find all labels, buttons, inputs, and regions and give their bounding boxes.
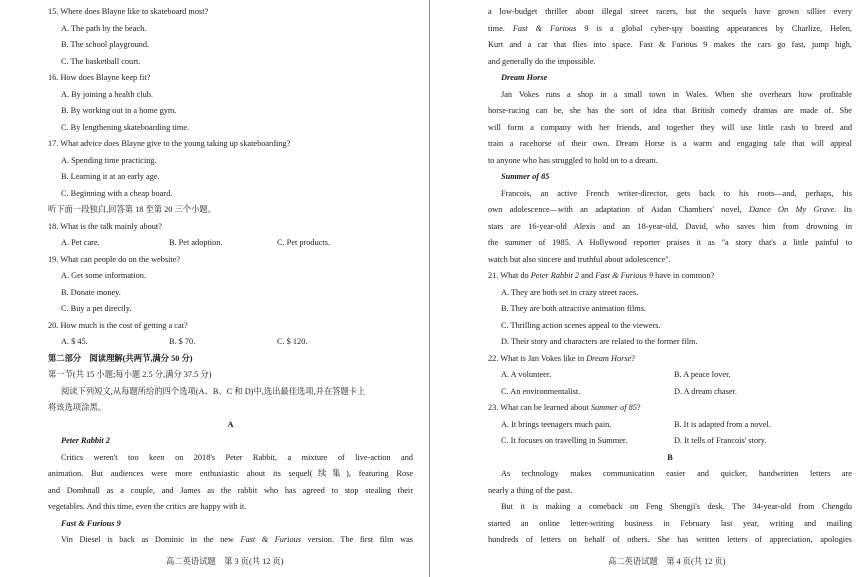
film-title: Peter Rabbit 2 — [61, 436, 110, 445]
answer-option: B. A peace lover. — [674, 370, 731, 379]
answer-options-row — [488, 367, 852, 384]
passage-line: watch but also sincere and truthful about adolescence". — [488, 254, 671, 264]
answer-options-row — [488, 417, 852, 434]
passage-line: hundreds of letters on behalf of others. She has written letters of appreciation, apologies — [488, 535, 852, 544]
passage-line: horse-racing can be, she has the sort of idea that British comedy dramas are made of. She — [488, 106, 852, 115]
text-run: . Its — [834, 205, 852, 214]
answer-option: A. $ 45. — [61, 337, 88, 346]
question-stem: 17. What advice does Blayne give to the young taking up skateboarding? — [48, 139, 291, 148]
answer-options-row — [48, 334, 413, 351]
answer-option: A. Get some information. — [61, 271, 147, 280]
left-column — [48, 4, 413, 549]
passage-line: Francois, an active French writer-director, gets back to his roots—and, perhaps, his — [501, 188, 852, 198]
italic-title: Fast & Furious 9 — [595, 271, 654, 280]
passage-line: a low-budget thriller about illegal street racers, but the sequels have grown sillier every — [488, 7, 852, 16]
passage-line — [488, 21, 852, 38]
answer-option: B. $ 70. — [169, 337, 196, 346]
italic-title: Dance On My Grave — [749, 205, 835, 214]
passage-line — [48, 532, 413, 549]
answer-option: B. They are both attractive animation films. — [501, 304, 647, 313]
passage-line: will form a company with her friends, and together they will use little cash to breed and — [488, 122, 852, 132]
answer-option: C. Pet products. — [277, 238, 331, 247]
passage-line: stars are 16-year-old Alexis and an 18-year-old, David, who saves him from drowning in — [488, 221, 852, 231]
section-heading: 第一节(共 15 小题;每小题 2.5 分,满分 37.5 分) — [48, 370, 212, 379]
question-stem: 20. How much is the cost of getting a cat? — [48, 320, 188, 330]
right-column — [488, 4, 852, 549]
answer-option: B. Donate money. — [61, 287, 121, 297]
passage-line — [488, 202, 852, 219]
column-divider — [429, 0, 430, 577]
passage-line: But it is making a comeback on Feng Shengji's desk. The 34-year-old from Chengdu — [501, 502, 852, 511]
passage-line: train a racehorse of their own. Dream Horse is a warm and engaging tale that will appeal — [488, 139, 852, 148]
passage-line: animation. But audiences were more enthusiastic about its sequel(续集), featuring Rose — [48, 469, 413, 478]
answer-option: A. Pet care. — [61, 238, 100, 247]
film-title: Dream Horse — [501, 73, 548, 82]
passage-line: Jan Vokes runs a shop in a small town in Wales. When she overhears how profitable — [501, 89, 852, 99]
text-run: version. The first film was — [301, 535, 413, 544]
passage-line: the summer of 1985. A Hollywood reporter praises it as "a story that's a little painful to — [488, 238, 852, 247]
text-run: ? — [631, 353, 635, 363]
answer-options-row — [488, 384, 852, 401]
reading-instruction-line: 将该选项涂黑。 — [48, 403, 107, 412]
passage-line: vegetables. And this time, even the critics are happy with it. — [48, 502, 247, 511]
question-stem: 16. How does Blayne keep fit? — [48, 73, 151, 82]
passage-line: to anyone who has struggled to hold on to a dream. — [488, 155, 658, 165]
answer-option: C. By lengthening skateboarding time. — [61, 122, 190, 132]
answer-option: A. Spending time practicing. — [61, 155, 157, 165]
passage-label: A — [227, 419, 234, 429]
passage-line: started an online letter-writing business in February last year, writing and mailing — [488, 518, 852, 528]
question-stem — [488, 400, 852, 417]
italic-title: Fast & Furious — [240, 535, 301, 544]
text-run: 23. What can be learned about — [488, 403, 591, 412]
part-heading: 第二部分 阅读理解(共两节,满分 50 分) — [48, 353, 193, 363]
passage-line: Kurt and a car that flies into space. Fast & Furious 9 makes the cars go fast, jump high, — [488, 40, 852, 49]
text-run: ? — [636, 403, 641, 412]
answer-option: C. $ 120. — [277, 337, 308, 346]
page-footer-left: 高二英语试题 第 3 页(共 12 页) — [166, 557, 284, 566]
italic-title: Peter Rabbit 2 — [530, 271, 580, 280]
text-run: own adolescence—with an adaptation of Aidan Chambers' novel, — [488, 205, 750, 214]
answer-option: C. Buy a pet directly. — [61, 304, 132, 313]
answer-option: B. It is adapted from a novel. — [674, 419, 771, 429]
film-title: Fast & Furious 9 — [61, 518, 121, 528]
italic-title: Fast & Furious — [512, 23, 577, 33]
text-run: time. — [488, 23, 513, 33]
question-stem — [488, 351, 852, 368]
text-run: and — [579, 271, 596, 280]
passage-line: nearly a thing of the past. — [488, 485, 573, 495]
film-title: Summer of 85 — [501, 172, 550, 181]
answer-option: C. It focuses on travelling in Summer. — [501, 436, 628, 445]
listening-instruction: 听下面一段独白,回答第 18 至第 20 三个小题。 — [48, 205, 217, 214]
answer-option: C. An environmentalist. — [501, 386, 581, 396]
italic-title: Summer of 85 — [590, 403, 637, 412]
answer-options-row — [48, 235, 413, 252]
answer-option: D. Their story and characters are related to the former film. — [501, 337, 698, 346]
answer-option: C. Beginning with a cheap board. — [61, 188, 173, 198]
answer-options-row — [488, 433, 852, 450]
reading-instruction-line: 阅读下列短文,从每题所给的四个选项(A、B、C 和 D)中,选出最佳选项,并在答题卡上 — [61, 386, 366, 396]
answer-option: C. Thrilling action scenes appeal to the viewers. — [501, 320, 661, 330]
answer-option: B. Pet adoption. — [169, 238, 223, 247]
answer-option: A. They are both set in crazy street races. — [501, 287, 639, 297]
text-run: have in common? — [653, 271, 715, 280]
question-stem — [488, 268, 852, 285]
question-stem: 18. What is the talk mainly about? — [48, 221, 162, 231]
text-run: Vin Diesel is back as Dominic in the new — [61, 535, 241, 544]
answer-option: C. The basketball court. — [61, 56, 141, 66]
answer-option: D. A dream chaser. — [674, 386, 737, 396]
italic-title: Dream Horse — [586, 353, 632, 363]
answer-option: A. The path by the beach. — [61, 23, 147, 33]
passage-line: and Domhnall as a couple, and James as the rabbit who has agreed to stop stealing their — [48, 485, 413, 495]
answer-option: A. It brings teenagers much pain. — [501, 419, 612, 429]
passage-line: As technology makes communication easier and quicker, handwritten letters are — [501, 469, 852, 478]
text-run: 9 is a global cyber-spy boasting appearances by Charlize, Helen, — [576, 23, 852, 33]
passage-line: and generally do the impossible. — [488, 56, 596, 66]
text-run: 21. What do — [488, 271, 531, 280]
passage-label: B — [667, 452, 673, 462]
page-footer-right: 高二英语试题 第 4 页(共 12 页) — [608, 557, 726, 566]
answer-option: B. The school playground. — [61, 40, 150, 49]
answer-option: D. It tells of Francois' story. — [674, 436, 767, 445]
text-run: 22. What is Jan Vokes like in — [488, 353, 587, 363]
answer-option: A. A volunteer. — [501, 370, 552, 379]
answer-option: B. By working out in a home gym. — [61, 106, 177, 115]
answer-option: B. Learning it at an early age. — [61, 172, 160, 181]
question-stem: 15. Where does Blayne like to skateboard most? — [48, 7, 209, 16]
passage-line: Critics weren't too keen on 2018's Peter Rabbit, a mixture of live-action and — [61, 452, 413, 462]
answer-option: A. By joining a health club. — [61, 89, 153, 99]
question-stem: 19. What can people do on the website? — [48, 254, 181, 264]
